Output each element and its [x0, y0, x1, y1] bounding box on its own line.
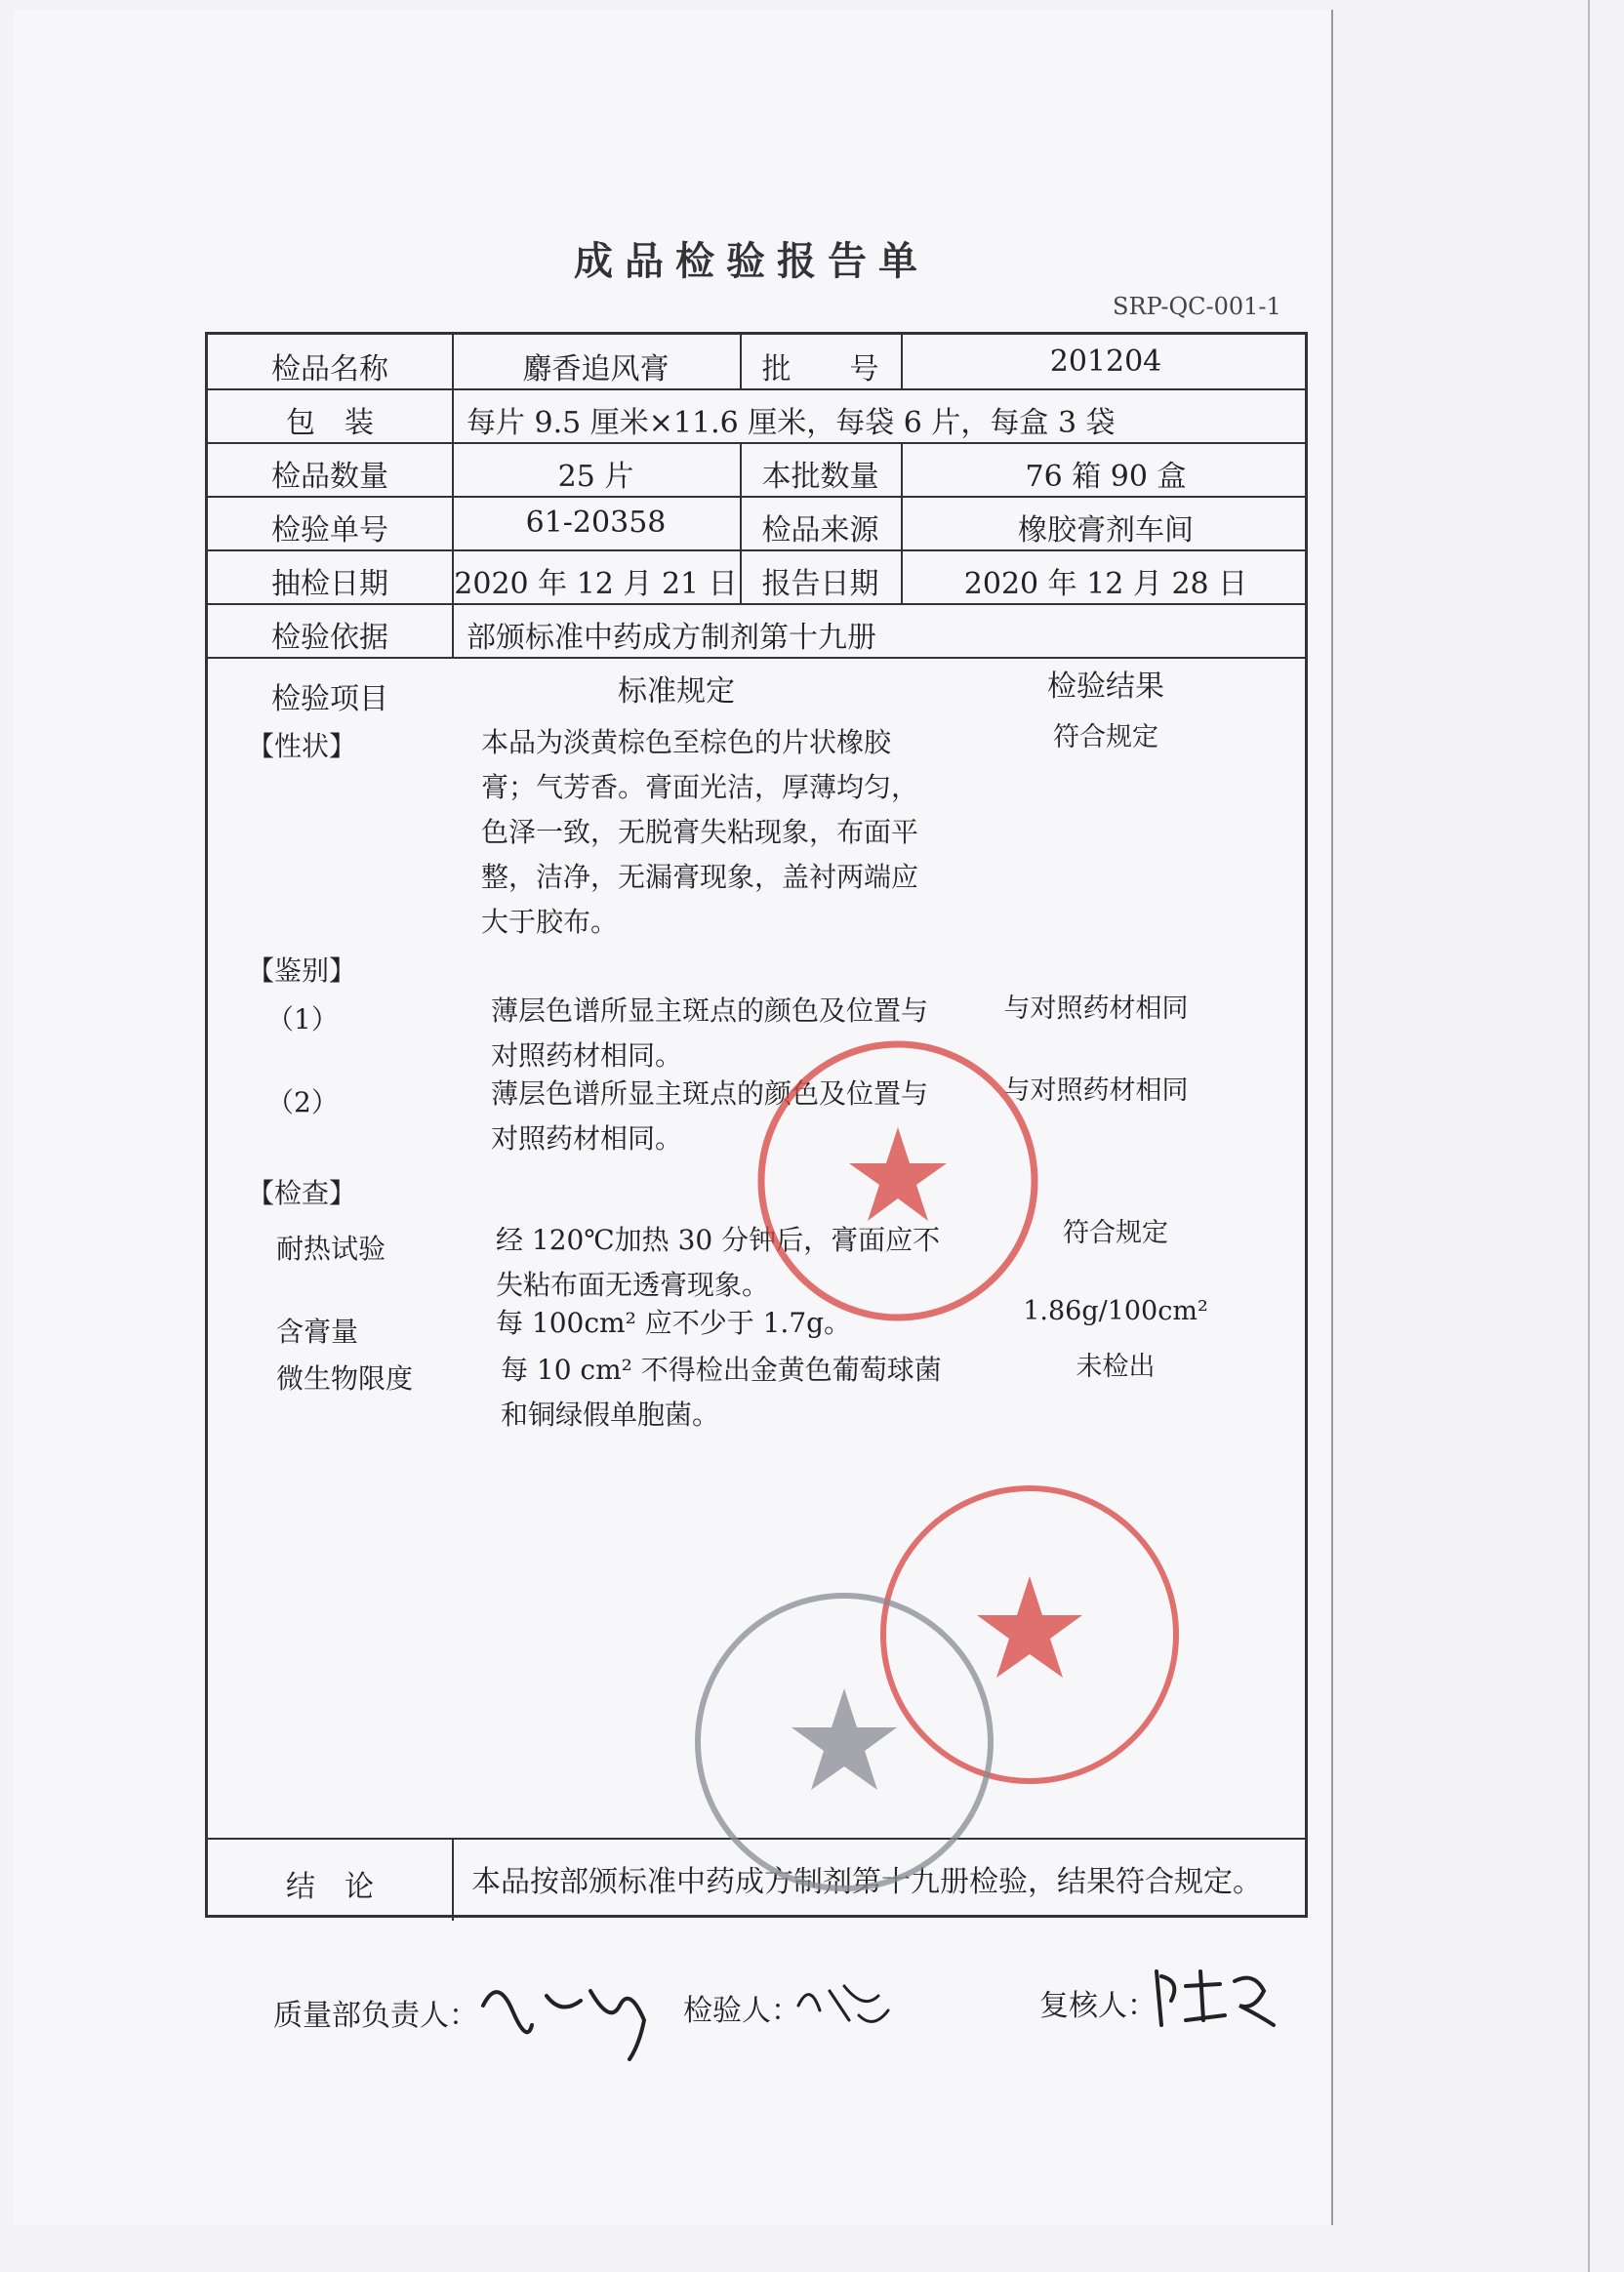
column-header-item: 检验项目 — [271, 682, 388, 716]
value-report-no: 61-20358 — [525, 506, 667, 540]
identification-no-1: （1） — [266, 1003, 339, 1035]
report-title: 成品检验报告单 — [574, 238, 929, 284]
label-qa-head: 质量部负责人： — [273, 1999, 478, 2033]
value-batch-no: 201204 — [1049, 345, 1162, 379]
result-identification-1: 与对照药材相同 — [1003, 994, 1189, 1024]
label-reviewer: 复核人： — [1039, 1989, 1157, 2023]
value-product-name: 麝香追风膏 — [522, 352, 670, 386]
value-batch-qty: 76 箱 90 盒 — [1025, 460, 1187, 494]
standard-appearance: 本品为淡黄棕色至棕色的片状橡胶膏；气芳香。膏面光洁，厚薄均匀，色泽一致，无脱膏失粘现象，布面平整，洁净，无漏膏现象，盖衬两端应大于胶布。 — [481, 726, 919, 938]
row-divider — [208, 603, 1305, 605]
label-batch-no: 批 号 — [761, 352, 879, 386]
signature-reviewer — [1147, 1957, 1283, 2035]
standard-plaster: 每 100cm² 应不少于 1.7g。 — [496, 1307, 852, 1339]
row-divider — [208, 442, 1305, 444]
result-microbial: 未检出 — [1076, 1352, 1156, 1382]
result-appearance: 符合规定 — [1053, 722, 1158, 752]
label-inspector: 检验人： — [683, 1994, 800, 2028]
label-report-no: 检验单号 — [271, 513, 388, 548]
column-header-result: 检验结果 — [1047, 669, 1164, 704]
label-batch-qty: 本批数量 — [761, 460, 879, 494]
label-sample-qty: 检品数量 — [271, 460, 388, 494]
value-sample-qty: 25 片 — [557, 460, 634, 494]
value-conclusion: 本品按部颁标准中药成方制剂第十九册检验，结果符合规定。 — [471, 1865, 1262, 1899]
inspection-seal-gray — [688, 1586, 1000, 1898]
standard-microbial: 每 10 cm² 不得检出金黄色葡萄球菌和铜绿假单胞菌。 — [501, 1354, 942, 1431]
value-packaging: 每片 9.5 厘米×11.6 厘米，每袋 6 片，每盒 3 袋 — [467, 406, 1116, 440]
row-divider — [208, 549, 1305, 551]
row-divider — [208, 496, 1305, 498]
label-sample-source: 检品来源 — [761, 513, 879, 548]
page-edge — [1588, 0, 1590, 2272]
standard-identification-1: 薄层色谱所显主斑点的颜色及位置与对照药材相同。 — [491, 994, 929, 1072]
label-report-date: 报告日期 — [761, 567, 879, 601]
inspection-name-microbial: 微生物限度 — [276, 1362, 414, 1395]
column-divider — [452, 1838, 454, 1921]
inspection-seal-red-top — [751, 1035, 1044, 1327]
label-packaging: 包 装 — [286, 406, 374, 440]
value-report-date: 2020 年 12 月 28 日 — [963, 567, 1248, 601]
section-label-appearance: 【性状】 — [247, 730, 357, 762]
row-divider — [208, 657, 1305, 659]
result-plaster: 1.86g/100cm² — [1023, 1296, 1208, 1326]
result-heat: 符合规定 — [1063, 1218, 1168, 1248]
inspection-name-heat: 耐热试验 — [276, 1233, 386, 1265]
label-product-name: 检品名称 — [271, 352, 388, 386]
label-test-basis: 检验依据 — [271, 621, 388, 655]
signature-inspector — [791, 1971, 898, 2040]
row-divider — [208, 388, 1305, 390]
result-identification-2: 与对照药材相同 — [1003, 1075, 1189, 1106]
value-test-basis: 部颁标准中药成方制剂第十九册 — [467, 621, 876, 655]
standard-identification-2: 薄层色谱所显主斑点的颜色及位置与对照药材相同。 — [491, 1077, 929, 1155]
document-number: SRP-QC-001-1 — [1113, 293, 1281, 320]
value-sampling-date: 2020 年 12 月 21 日 — [454, 567, 738, 601]
standard-heat: 经 120℃加热 30 分钟后，膏面应不失粘布面无透膏现象。 — [496, 1224, 941, 1301]
signature-qa-head — [473, 1967, 669, 2064]
label-conclusion: 结 论 — [286, 1870, 374, 1904]
section-label-identification: 【鉴别】 — [247, 954, 357, 987]
inspection-name-plaster: 含膏量 — [276, 1316, 359, 1348]
value-sample-source: 橡胶膏剂车间 — [1018, 513, 1194, 548]
column-header-standard: 标准规定 — [618, 674, 735, 709]
label-sampling-date: 抽检日期 — [271, 567, 388, 601]
section-label-inspection: 【检查】 — [247, 1177, 357, 1209]
identification-no-2: （2） — [266, 1086, 339, 1118]
